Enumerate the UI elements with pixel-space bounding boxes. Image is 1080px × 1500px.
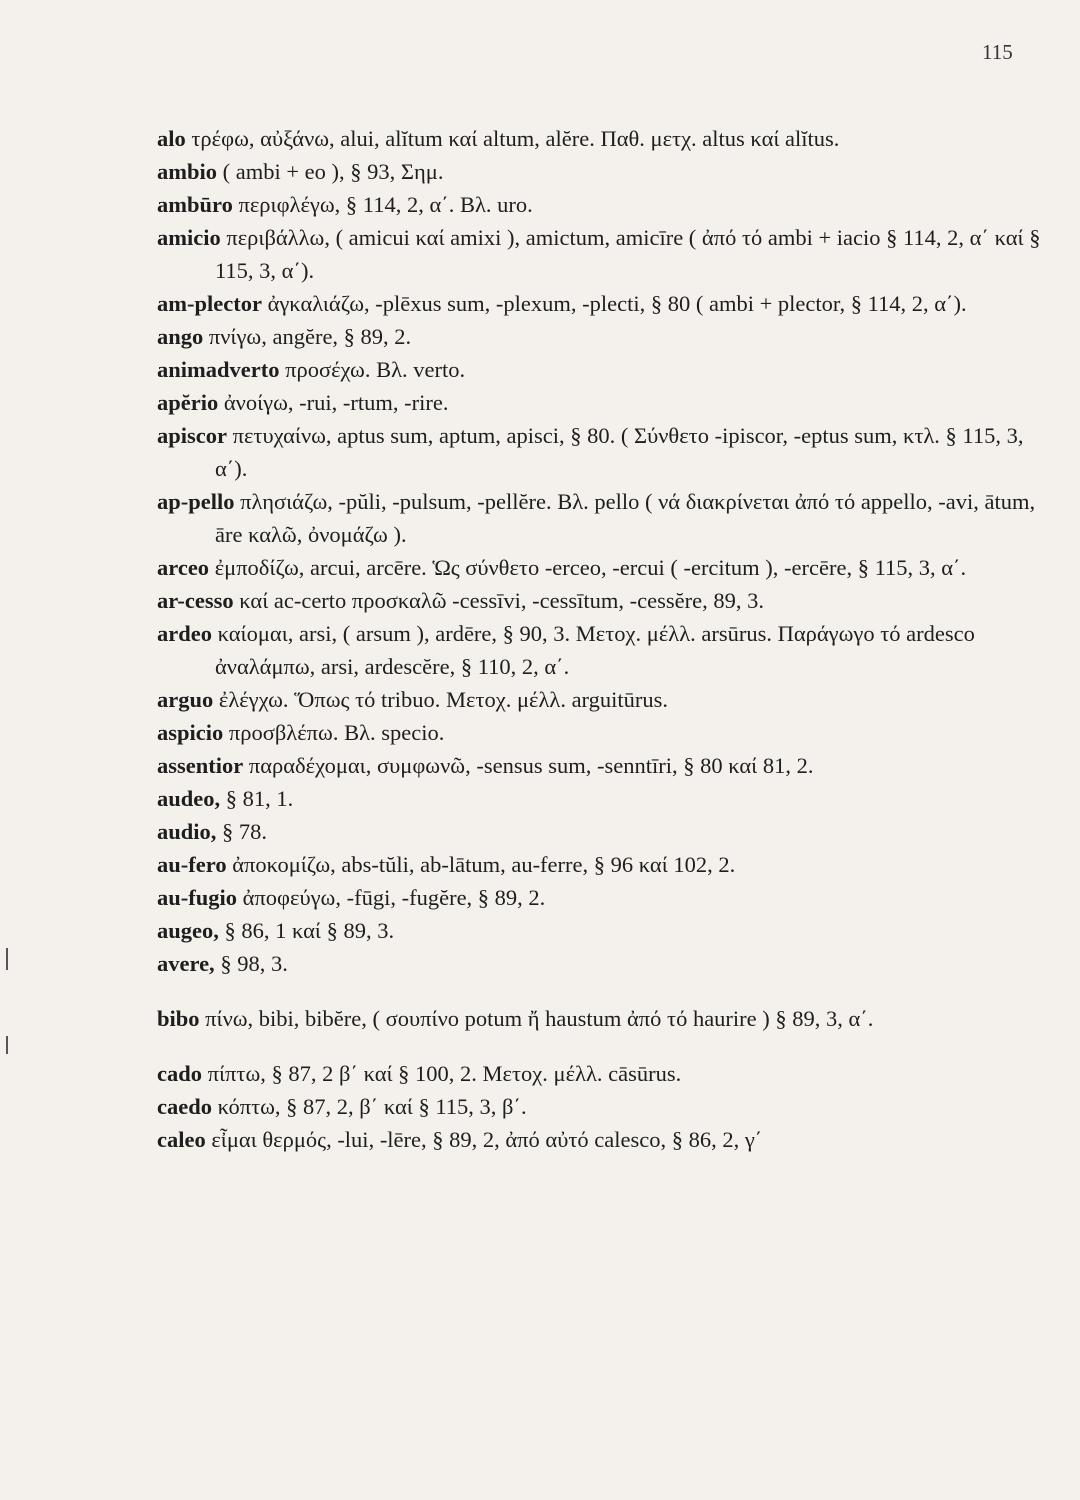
entry-definition: περιβάλλω, ( amicui καί amixi ), amictum, amicīre ( ἀπό τό ambi + iacio § 114, 2, α΄ καί § 115, 3, α΄).: [215, 225, 1041, 283]
dictionary-entry: [157, 386, 1047, 419]
dictionary-entry: [157, 848, 1047, 881]
entry-definition: πνίγω, angĕre, § 89, 2.: [208, 324, 412, 349]
dictionary-entry: [157, 782, 1047, 815]
entries-group-c: [157, 1057, 1047, 1156]
headword: assentior: [157, 753, 244, 778]
dictionary-entry: [157, 485, 1047, 551]
headword: animadverto: [157, 357, 280, 382]
entry-definition: καίομαι, arsi, ( arsum ), ardēre, § 90, 3. Μετοχ. μέλλ. arsūrus. Παράγωγο τό ardesco ἀναλάμπω, arsi, ardescĕre, § 110, 2, α΄.: [215, 621, 975, 679]
dictionary-entry: [157, 914, 1047, 947]
dictionary-entry: [157, 188, 1047, 221]
dictionary-entry: [157, 551, 1047, 584]
entry-definition: παραδέχομαι, συμφωνῶ, -sensus sum, -senntīri, § 80 καί 81, 2.: [248, 753, 814, 778]
entry-definition: καί ac-certo προσκαλῶ -cessīvi, -cessītum, -cessĕre, 89, 3.: [239, 588, 764, 613]
entries-group-b: [157, 1002, 1047, 1035]
headword: au-fero: [157, 852, 227, 877]
entry-definition: εἶμαι θερμός, -lui, -lēre, § 89, 2, ἀπό αὐτό calesco, § 86, 2, γ΄: [211, 1127, 763, 1152]
entries-group-a: [157, 122, 1047, 980]
entry-definition: § 81, 1.: [225, 786, 294, 811]
headword: ambūro: [157, 192, 233, 217]
dictionary-entry: [157, 683, 1047, 716]
headword: ambio: [157, 159, 218, 184]
dictionary-entry: [157, 617, 1047, 683]
headword: ango: [157, 324, 204, 349]
headword: caleo: [157, 1127, 206, 1152]
headword: cado: [157, 1061, 202, 1086]
dictionary-entry: [157, 320, 1047, 353]
headword: avere,: [157, 951, 215, 976]
headword: arguo: [157, 687, 214, 712]
entry-definition: ( ambi + eo ), § 93, Σημ.: [222, 159, 444, 184]
entry-definition: κόπτω, § 87, 2, β΄ καί § 115, 3, β΄.: [217, 1094, 527, 1119]
dictionary-entry: [157, 1057, 1047, 1090]
dictionary-entry: [157, 1002, 1047, 1035]
entry-definition: ἀποφεύγω, -fūgi, -fugĕre, § 89, 2.: [242, 885, 546, 910]
headword: amicio: [157, 225, 221, 250]
entry-definition: πλησιάζω, -pŭli, -pulsum, -pellĕre. Βλ. pello ( νά διακρίνεται ἀπό τό appello, -avi, ātum, āre καλῶ, ὀνομάζω ).: [215, 489, 1036, 547]
dictionary-entry: [157, 1123, 1047, 1156]
entry-definition: πίνω, bibi, bibĕre, ( σουπίνο potum ἤ haustum ἀπό τό haurire ) § 89, 3, α΄.: [205, 1006, 874, 1031]
dictionary-entries: [157, 122, 1047, 1156]
section-gap: [157, 980, 1047, 1002]
entry-definition: ἀποκομίζω, abs-tŭli, ab-lātum, au-ferre, § 96 καί 102, 2.: [232, 852, 736, 877]
dictionary-entry: [157, 584, 1047, 617]
headword: ap-pello: [157, 489, 235, 514]
dictionary-entry: [157, 947, 1047, 980]
headword: audeo,: [157, 786, 221, 811]
headword: augeo,: [157, 918, 219, 943]
entry-definition: ἀγκαλιάζω, -plēxus sum, -plexum, -plecti, § 80 ( ambi + plector, § 114, 2, α΄).: [267, 291, 967, 316]
dictionary-entry: [157, 716, 1047, 749]
dictionary-entry: [157, 1090, 1047, 1123]
entry-definition: περιφλέγω, § 114, 2, α΄. Βλ. uro.: [238, 192, 533, 217]
dictionary-entry: [157, 221, 1047, 287]
page-number: 115: [982, 40, 1013, 64]
headword: au-fugio: [157, 885, 238, 910]
entry-definition: ἐμποδίζω, arcui, arcēre. Ὡς σύνθετο -erceo, -ercui ( -ercitum ), -ercēre, § 115, 3, α΄.: [214, 555, 967, 580]
headword: audio,: [157, 819, 217, 844]
entry-definition: § 86, 1 καί § 89, 3.: [224, 918, 395, 943]
margin-mark: [6, 948, 8, 970]
entry-definition: πετυχαίνω, aptus sum, aptum, apisci, § 80. ( Σύνθετο -ipiscor, -eptus sum, κτλ. § 115, 3, α΄).: [215, 423, 1024, 481]
headword: apiscor: [157, 423, 227, 448]
dictionary-entry: [157, 419, 1047, 485]
entry-definition: πίπτω, § 87, 2 β΄ καί § 100, 2. Μετοχ. μέλλ. cāsūrus.: [207, 1061, 682, 1086]
entry-definition: § 78.: [222, 819, 268, 844]
headword: aspicio: [157, 720, 224, 745]
headword: ar-cesso: [157, 588, 234, 613]
entry-definition: ἀνοίγω, -rui, -rtum, -rire.: [223, 390, 449, 415]
entry-definition: προσέχω. Βλ. verto.: [285, 357, 466, 382]
dictionary-entry: [157, 353, 1047, 386]
entry-definition: τρέφω, αὐξάνω, alui, alĭtum καί altum, alĕre. Παθ. μετχ. altus καί alĭtus.: [191, 126, 840, 151]
section-gap: [157, 1035, 1047, 1057]
headword: am-plector: [157, 291, 262, 316]
entry-definition: ἐλέγχω. Ὅπως τό tribuo. Μετοχ. μέλλ. arguitūrus.: [218, 687, 669, 712]
margin-mark: [6, 1036, 8, 1054]
dictionary-entry: [157, 155, 1047, 188]
dictionary-entry: [157, 815, 1047, 848]
entry-definition: § 98, 3.: [220, 951, 288, 976]
headword: apĕrio: [157, 390, 219, 415]
headword: alo: [157, 126, 186, 151]
headword: bibo: [157, 1006, 200, 1031]
headword: arceo: [157, 555, 210, 580]
dictionary-entry: [157, 122, 1047, 155]
headword: ardeo: [157, 621, 212, 646]
dictionary-entry: [157, 749, 1047, 782]
entry-definition: προσβλέπω. Βλ. specio.: [228, 720, 445, 745]
headword: caedo: [157, 1094, 212, 1119]
dictionary-entry: [157, 881, 1047, 914]
dictionary-entry: [157, 287, 1047, 320]
